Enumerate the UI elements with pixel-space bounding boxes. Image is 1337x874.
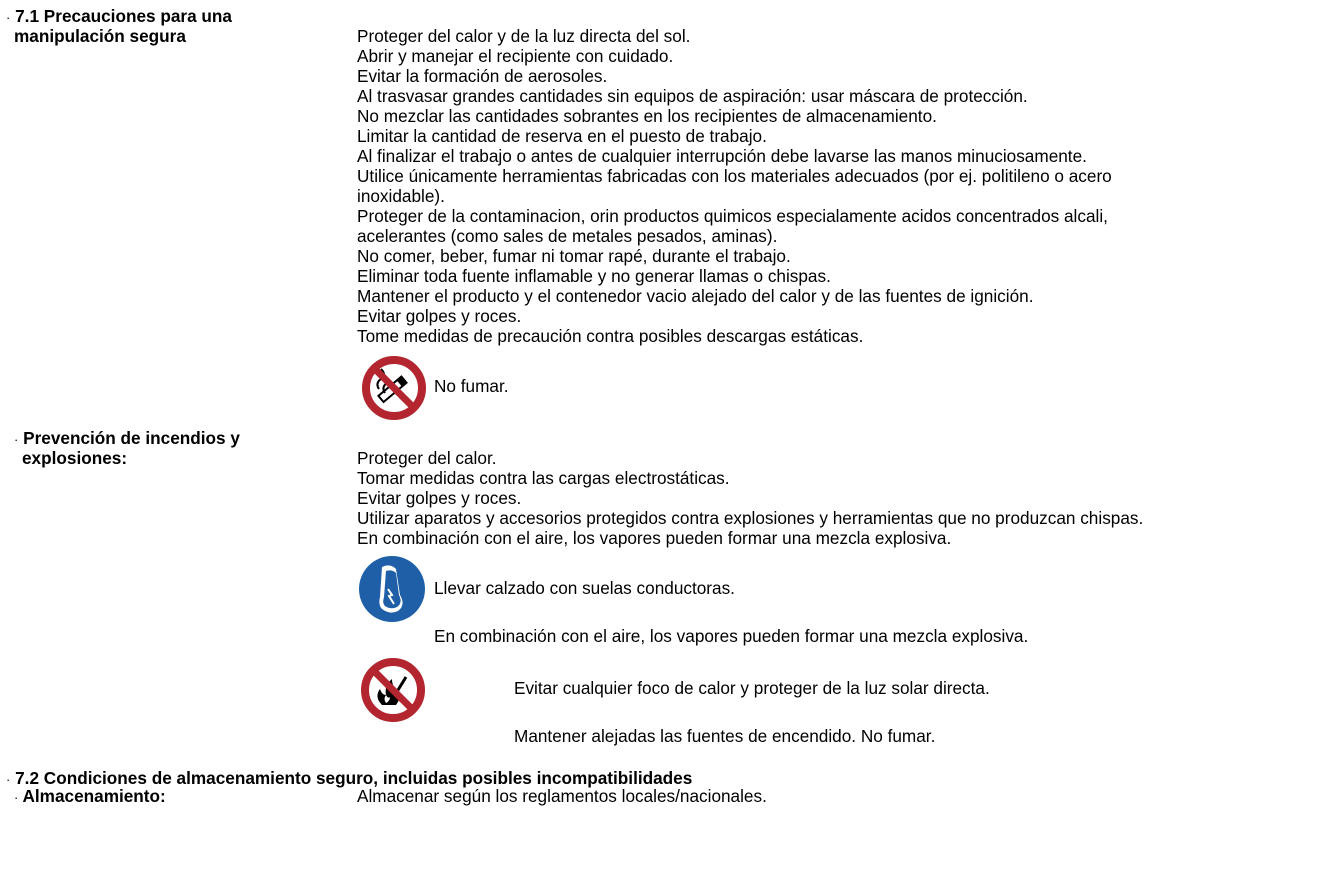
body-line: No comer, beber, fumar ni tomar rapé, durante el trabajo. bbox=[357, 246, 791, 266]
bullet: · bbox=[14, 432, 19, 447]
body-line: Eliminar toda fuente inflamable y no generar llamas o chispas. bbox=[357, 266, 831, 286]
conductive-footwear-icon bbox=[358, 555, 426, 623]
footwear-caption: Llevar calzado con suelas conductoras. bbox=[434, 578, 735, 598]
storage-label bbox=[14, 786, 166, 807]
bullet: · bbox=[6, 10, 11, 25]
body-line: No mezclar las cantidades sobrantes en los recipientes de almacenamiento. bbox=[357, 106, 937, 126]
bullet: · bbox=[6, 772, 11, 787]
bullet: · bbox=[14, 790, 19, 805]
body-line: Abrir y manejar el recipiente con cuidado. bbox=[357, 46, 674, 66]
body-line: inoxidable). bbox=[357, 186, 445, 206]
fire-prevention-title-line2: explosiones: bbox=[22, 448, 128, 468]
body-line: Tomar medidas contra las cargas electrostáticas. bbox=[357, 468, 730, 488]
section-7-1-title-line2: manipulación segura bbox=[14, 26, 186, 46]
storage-label-text: Almacenamiento: bbox=[22, 786, 166, 806]
body-line: Proteger del calor y de la luz directa del sol. bbox=[357, 26, 691, 46]
body-line: acelerantes (como sales de metales pesados, aminas). bbox=[357, 226, 778, 246]
body-line: Proteger del calor. bbox=[357, 448, 497, 468]
body-line: Evitar golpes y roces. bbox=[357, 488, 522, 508]
body-line: Utilice únicamente herramientas fabricadas con los materiales adecuados (por ej. politileno o acero bbox=[357, 166, 1112, 186]
body-line: Al trasvasar grandes cantidades sin equipos de aspiración: usar máscara de protección. bbox=[357, 86, 1028, 106]
no-open-flame-icon bbox=[360, 657, 426, 723]
no-smoking-sign-icon bbox=[361, 355, 427, 421]
body-line: En combinación con el aire, los vapores pueden formar una mezcla explosiva. bbox=[357, 528, 952, 548]
body-line: Mantener el producto y el contenedor vacio alejado del calor y de las fuentes de ignición. bbox=[357, 286, 1034, 306]
storage-text: Almacenar según los reglamentos locales/nacionales. bbox=[357, 786, 767, 806]
body-line: Utilizar aparatos y accesorios protegidos contra explosiones y herramientas que no produzcan chispas. bbox=[357, 508, 1144, 528]
body-line: Evitar golpes y roces. bbox=[357, 306, 522, 326]
no-smoking-caption: No fumar. bbox=[434, 376, 509, 396]
body-line: Al finalizar el trabajo o antes de cualquier interrupción debe lavarse las manos minuciosamente. bbox=[357, 146, 1087, 166]
ignition-note: Mantener alejadas las fuentes de encendido. No fumar. bbox=[514, 726, 936, 746]
body-line: Evitar la formación de aerosoles. bbox=[357, 66, 608, 86]
no-flame-caption: Evitar cualquier foco de calor y proteger de la luz solar directa. bbox=[514, 678, 990, 698]
section-7-2-title: 7.2 Condiciones de almacenamiento seguro, incluidas posibles incompatibilidades bbox=[15, 768, 693, 788]
body-line: Limitar la cantidad de reserva en el puesto de trabajo. bbox=[357, 126, 767, 146]
body-line: Proteger de la contaminacion, orin productos quimicos especialamente acidos concentrados alcali, bbox=[357, 206, 1108, 226]
body-line: Tome medidas de precaución contra posibles descargas estáticas. bbox=[357, 326, 864, 346]
mixture-note: En combinación con el aire, los vapores pueden formar una mezcla explosiva. bbox=[434, 626, 1029, 646]
fire-prevention-title-line1: Prevención de incendios y bbox=[23, 428, 240, 448]
section-7-1-heading bbox=[6, 6, 232, 27]
fire-prevention-heading bbox=[14, 428, 240, 449]
section-7-1-title-line1: 7.1 Precauciones para una bbox=[15, 6, 232, 26]
